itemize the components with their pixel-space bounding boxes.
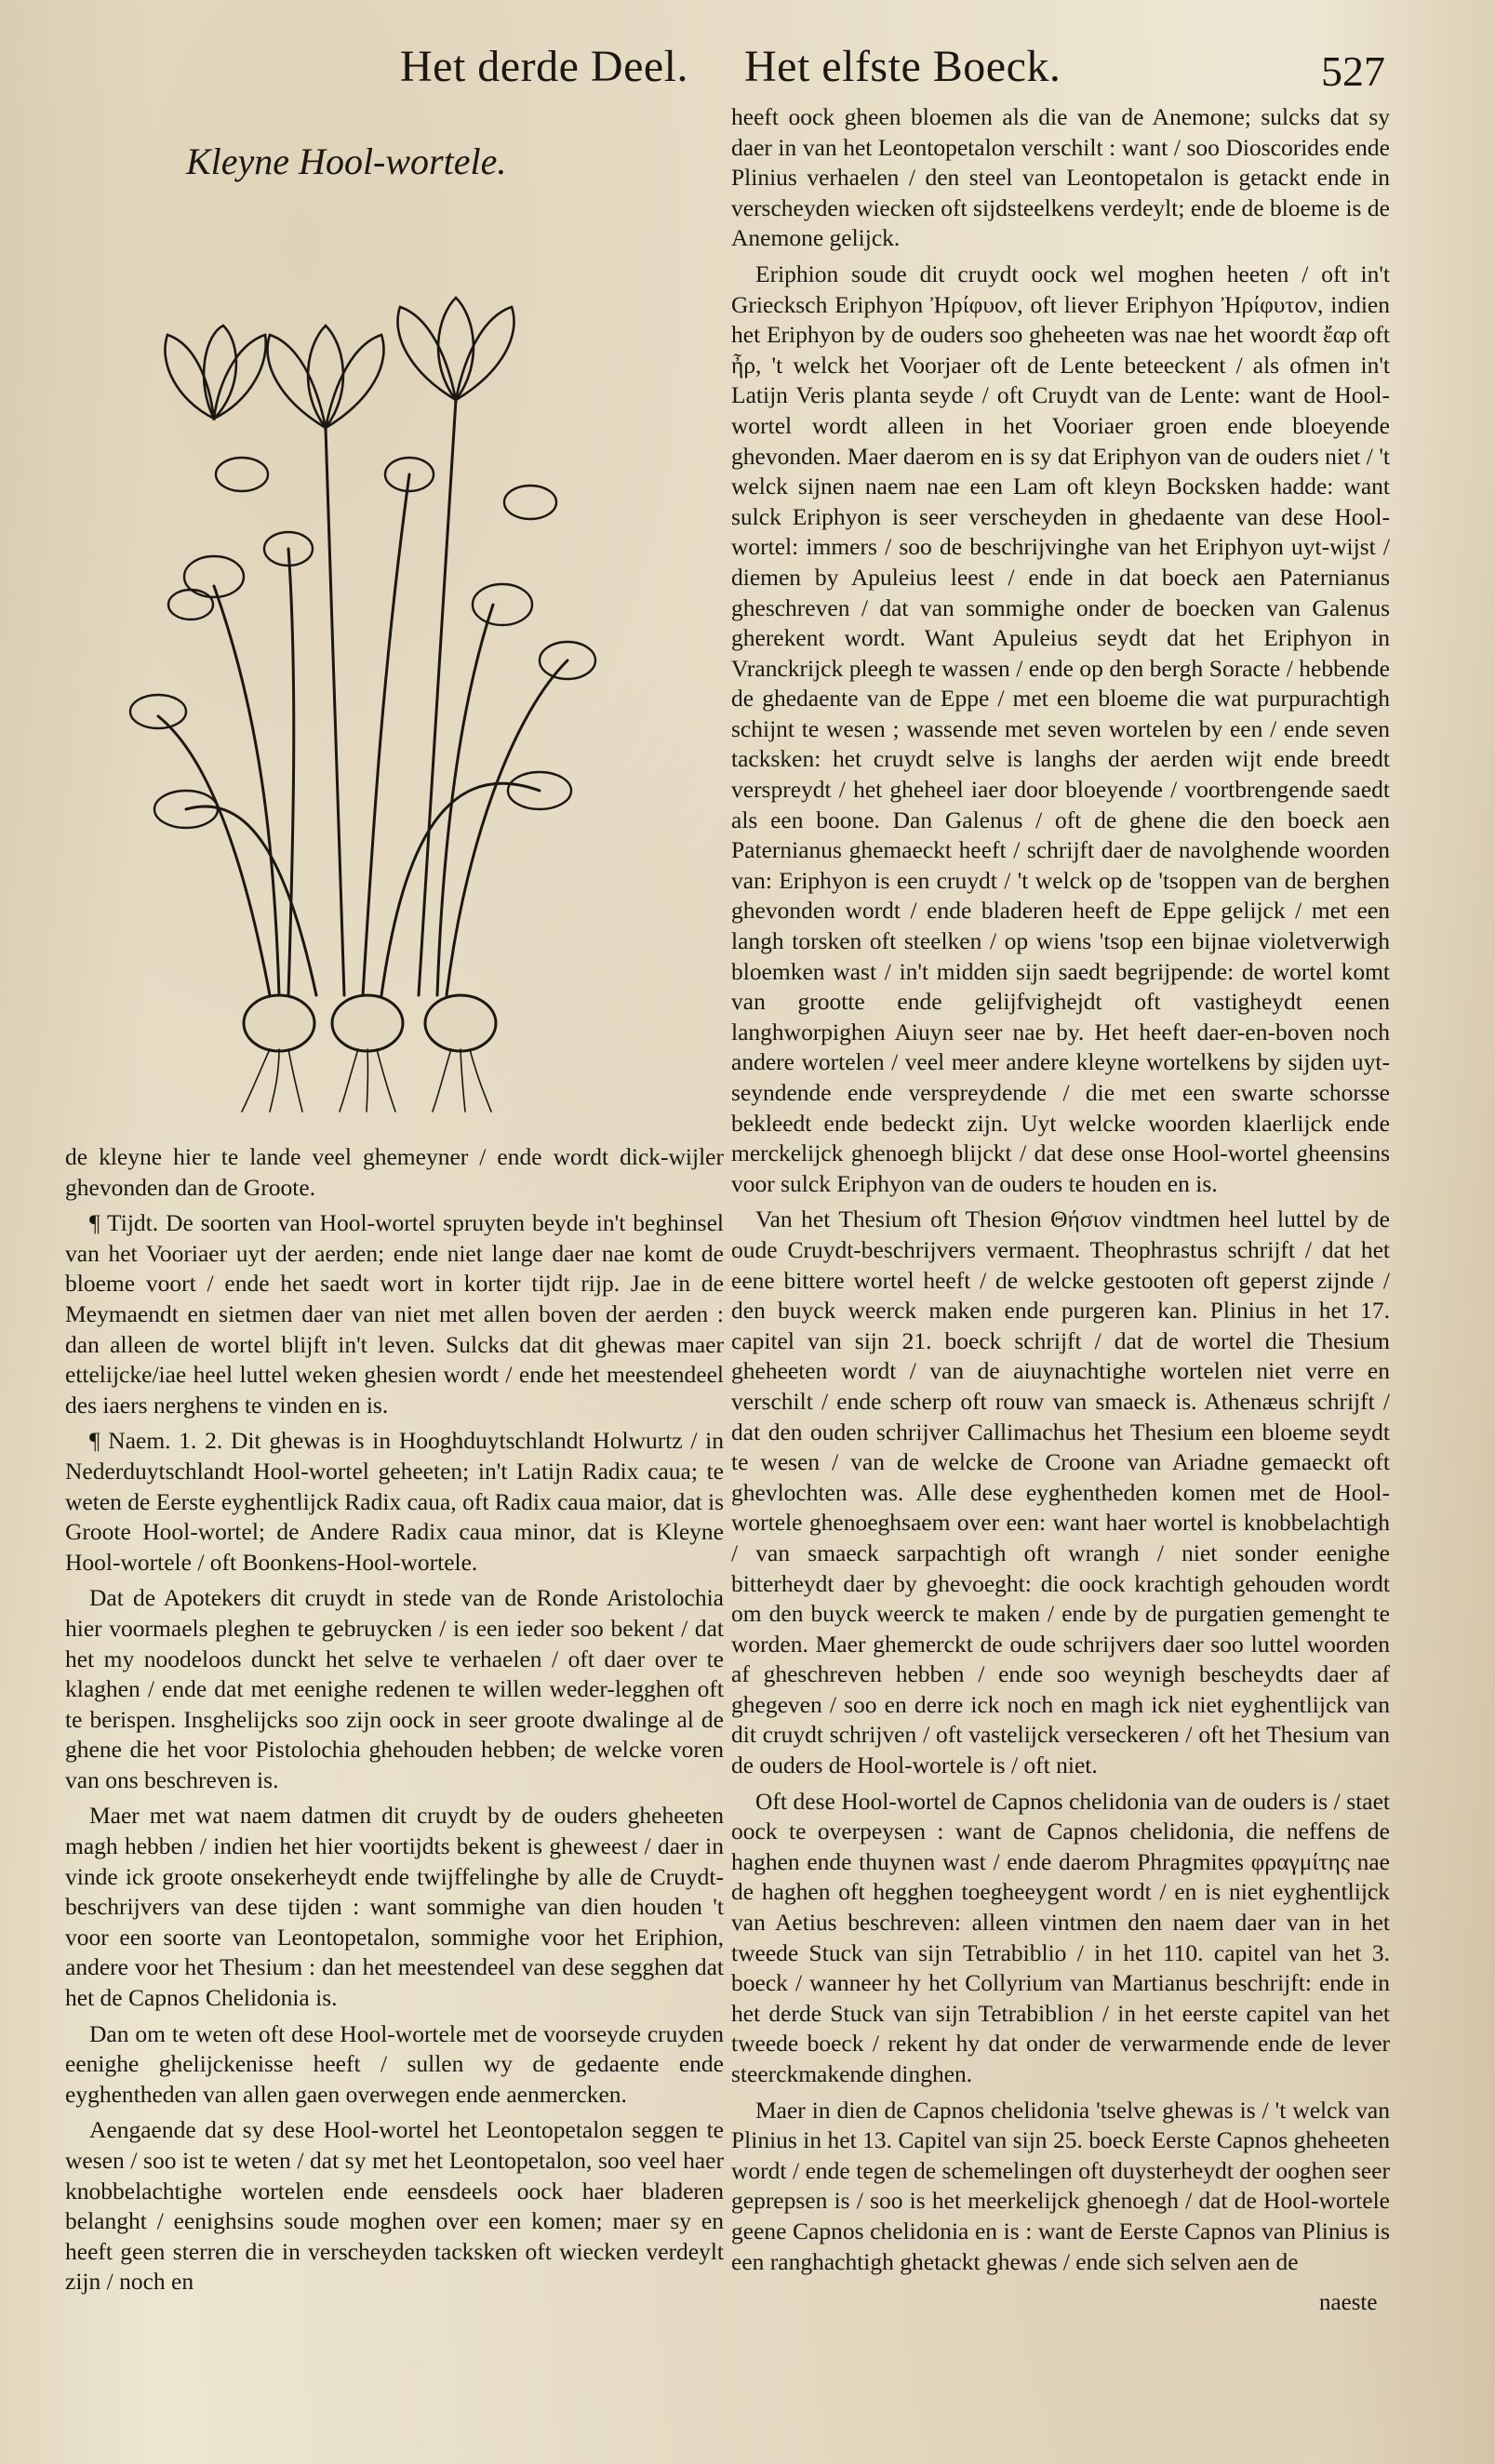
paragraph: Aengaende dat sy dese Hool-wortel het Leontopetalon seggen te wesen / soo ist te weten / dat sy met het Leontopetalon, soo veel haer knobbelachtighe wortelen ende eensdeels oock haer bladeren belanght / eenighsins soude moghen over een komen; maer sy en heeft geen sterren die in verscheyden tacksken oft wiecken verdeylt zijn / noch en — [65, 2116, 724, 2296]
plant-woodcut-illustration — [102, 195, 661, 1116]
paragraph: Van het Thesium oft Thesion Θήσιον vindtmen heel luttel by de oude Cruydt-beschrijvers vermaent. Theophrastus schrijft / dat het eene bittere wortel heeft / de welcke gestooten oft geperst zijnde / den buyck weerck maken ende purgeren kan. Plinius in het 17. capitel van sijn 21. boeck schrijft / dat de wortel die Thesium gheheeten wordt / van de aiuynachtighe wortelen niet verre en verschilt / ende scherp oft rouw van smaeck is. Athenæus schrijft / dat den ouden schrijver Callimachus het Thesium een bloeme seydt te wesen / van de welcke de Croone van Ariadne gemaeckt oft ghevlochten was. Alle dese eyghentheden komen met de Hool-wortele ghenoeghsaem over een: want haer wortel is knobbelachtigh / van smaeck sarpachtigh oft wrangh / niet sonder eenighe bitterheydt daer by ghevoeght: die oock krachtigh gehouden wordt om den buyck weerck te maken / ende by de purgatien gemenght te worden. Maer ghemerckt de oude schrijvers daer soo luttel woorden af gheschreven hebben / ende soo weynigh bescheydts daer af ghegeven / soo en derre ick noch en magh ick niet eyghentlijck van dit cruydt schrijven / oft vastelijck verseckeren / oft het Thesium van de ouders de Hool-wortele is / oft niet. — [731, 1205, 1390, 1779]
paragraph: Eriphion soude dit cruydt oock wel moghen heeten / oft in't Griecksch Eriphyon Ἠρίφυον, oft liever Eriphyon Ἠρίφυτον, indien het Eriphyon by de ouders soo gheheeten was nae het woordt ἔαρ oft ἦρ, 't welck het Voorjaer oft de Lente beteeckent / als ofmen in't Latijn Veris planta seyde / oft Cruydt van de Lente: want de Hool-wortel wordt alleen in het Vooriaer groen ende bloeyende ghevonden. Maer daerom en is sy dat Eriphyon van de ouders niet / 't welck sijnen naem nae een Lam oft kleyn Bocksken hadde: want sulck Eriphyon is seer verscheyden in ghedaente van dese Hool-wortel: immers / soo de beschrijvinghe van het Eriphyon uyt-wijst / diemen by Apuleius leest / ende in dat boeck aen Paternianus gheschreven / dat van sommighe onder de boecken van Galenus gherekent wordt. Want Apuleius seydt dat het Eriphyon in Vranckrijck pleegh te wassen / ende op den bergh Soracte / hebbende de ghedaente van de Eppe / met een bloeme die wat purpurachtigh schijnt te wesen ; wassende met seven wortelen by een / ende seven tacksken: het cruydt selve is langhs der aerden wijt ende breedt verspreydt / het gheheel iaer door bloeyende / voortbrengende saedt als een boone. Dan Galenus / oft de ghene die den boeck aen Paternianus ghemaeckt heeft / schrijft daer de navolghende woorden van: Eriphyon is een cruydt / 't welck op de 'tsoppen van de berghen ghevonden wordt / ende bladeren heeft de Eppe gelijck / met een langh torsken oft steelken / op wiens 'tsop een bijnae violetverwigh bloemken wast / in't midden sijn saedt begrijpende: de wortel komt van grootte ende gelijfvighejdt oft vastigheydt eenen langhworpighen Aiuyn seer nae by. Het heeft daer-en-boven noch andere wortelen / veel meer andere kleyne wortelkens by sijden uyt-seyndende ende verspreydende / die met een swarte schorsse bekleedt ende bedeckt zijn. Uyt welcke woorden klaerlijck ende merckelijck ghenoegh blijckt / dat dese onse Hool-wortel gheensins voor sulck Eriphyon van de ouders te houden en is. — [731, 260, 1390, 1197]
paragraph: Dat de Apotekers dit cruydt in stede van de Ronde Aristolochia hier voormaels pleghen te gebruycken / is een ieder soo bekent / dat het my noodeloos dunckt het selve te verhaelen / oft daer over te klaghen / ende dat met eenighe redenen te willen weder-legghen oft te berispen. Insghelijcks soo zijn oock in seer groote dwalinge al de ghene die het voor Pistolochia ghehouden hebben; de welcke voren van ons beschreven is. — [65, 1584, 724, 1793]
running-head-part: Het derde Deel. — [400, 42, 689, 91]
paragraph: heeft oock gheen bloemen als die van de Anemone; sulcks dat sy daer in van het Leontopetalon verschilt : want / soo Dioscorides ende Plinius verhaelen / den steel van Leontopetalon is getackt ende in verscheyden wiecken oft sijdsteelkens verdeylt; ende de bloeme is de Anemone gelijck. — [731, 103, 1390, 252]
page-number: 527 — [1321, 47, 1385, 95]
paragraph: de kleyne hier te lande veel ghemeyner / ende wordt dick-wijler ghevonden dan de Groote. — [65, 1143, 724, 1201]
running-head-book: Het elfste Boeck. — [744, 42, 1061, 91]
illustration-caption: Kleyne Hool-wortele. — [186, 140, 507, 182]
right-column-text — [731, 102, 1390, 2283]
paragraph: Maer met wat naem datmen dit cruydt by de ouders gheheeten magh hebben / indien het hier voortijdts bekent is gheweest / daer in vinde ick groote onsekerheydt ende twijffelinghe by alle de Cruydt-beschrijvers van dese tijden : want sommighe van dien houden 't voor een soorte van Leontopetalon, sommighe voor het Eriphion, andere voor het Thesium : dan het meestendeel van dese segghen dat het de Capnos Chelidonia is. — [65, 1802, 724, 2012]
paragraph: ¶ Naem. 1. 2. Dit ghewas is in Hooghduytschlandt Holwurtz / in Nederduytschlandt Hool-wortel geheeten; in't Latijn Radix caua; te weten de Eerste eyghentlijck Radix caua, oft Radix caua maior, dat is Groote Hool-wortel; de Andere Radix caua minor, dat is Kleyne Hool-wortele / oft Boonkens-Hool-wortele. — [65, 1427, 724, 1576]
paragraph: Oft dese Hool-wortel de Capnos chelidonia van de ouders is / staet oock te overpeysen : want de Capnos chelidonia, die neffens de haghen ende thuynen wast / ende daerom Phragmites φραγμίτης nae de haghen oft hegghen toegheeygent wordt / en is niet eyghentlijck van Aetius beschreven: alleen vintmen den naem daer van in het tweede Stuck van sijn Tetrabiblio / in het 110. capitel van het 3. boeck / wanneer hy het Collyrium van Martianus beschrijft: ende in het derde Stuck van sijn Tetrabiblion / in het eerste capitel van het tweede boeck / rekent hy dat onder de verwarmende ende de lever steerckmakende dinghen. — [731, 1787, 1390, 2087]
paragraph: Dan om te weten oft dese Hool-wortele met de voorseyde cruyden eenighe ghelijckenisse heeft / sullen wy de gedaente ende eyghentheden van allen gaen overwegen ende aenmercken. — [65, 2019, 724, 2108]
paragraph: Maer in dien de Capnos chelidonia 'tselve ghewas is / 't welck van Plinius in het 13. Capitel van sijn 25. boeck Eerste Capnos gheheeten wordt / ende tegen de schemelingen oft duysterheydt der ooghen seer geprepsen is / soo is het meerkelijck ghenoegh / dat de Hool-wortele geene Capnos chelidonia en is : want de Eerste Capnos van Plinius is een ranghachtigh ghetackt ghewas / ende sich selven aen de — [731, 2096, 1390, 2275]
left-column-text — [65, 1142, 724, 2303]
paragraph: ¶ Tijdt. De soorten van Hool-wortel spruyten beyde in't beghinsel van het Vooriaer uyt der aerden; ende niet lange daer nae komt de bloeme voort / ende het saedt wort in korter tijdt rijp. Jae in de Meymaendt en sietmen daer van niet met allen boven der aerden : dan alleen de wortel blijft in't leven. Sulcks dat dit ghewas maer ettelijcke/iae heel luttel weken ghesien wordt / ende het meestendeel des iaers nerghens te vinden en is. — [65, 1209, 724, 1418]
catchword: naeste — [1319, 2290, 1378, 2315]
